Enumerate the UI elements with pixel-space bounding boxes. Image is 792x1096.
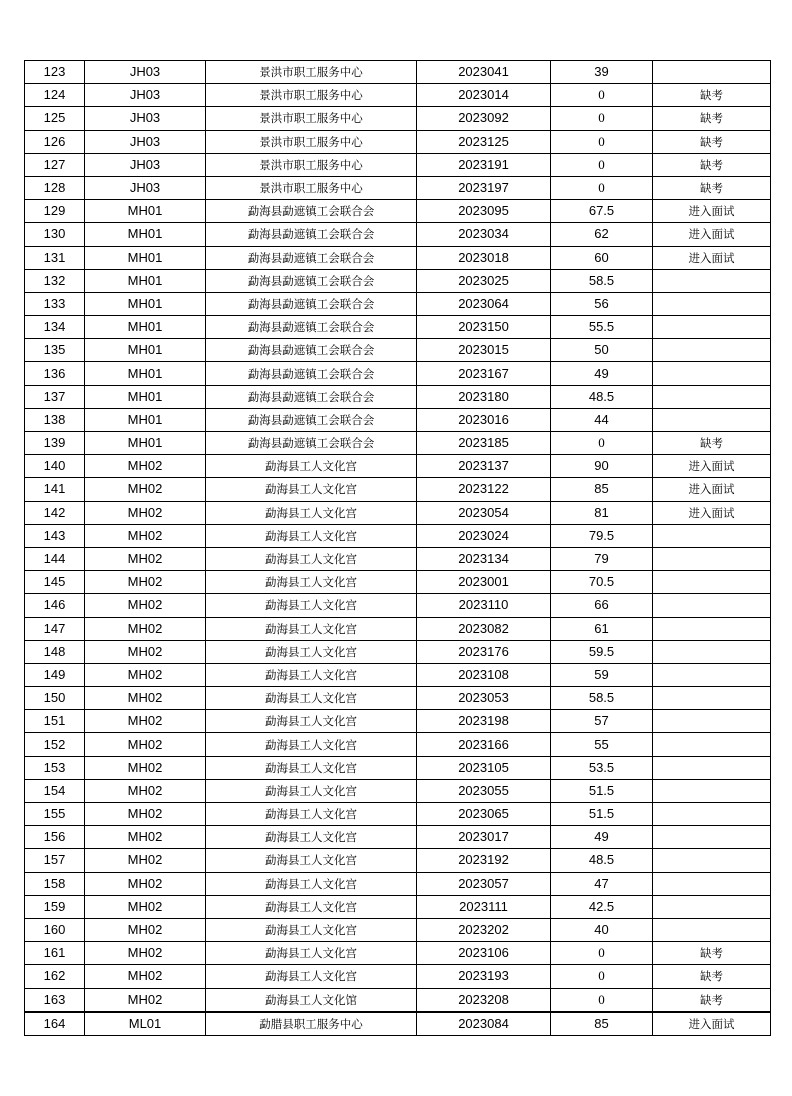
remark-cell xyxy=(653,663,771,686)
employer-cell: 勐海县工人文化宫 xyxy=(206,803,417,826)
row-number-cell: 128 xyxy=(25,176,85,199)
employer-cell: 勐海县勐遮镇工会联合会 xyxy=(206,200,417,223)
employer-cell: 勐海县工人文化宫 xyxy=(206,640,417,663)
score-cell: 40 xyxy=(551,918,653,941)
row-number-cell: 132 xyxy=(25,269,85,292)
row-number-cell: 125 xyxy=(25,107,85,130)
table-row xyxy=(25,362,771,385)
employer-cell: 勐海县勐遮镇工会联合会 xyxy=(206,362,417,385)
exam-id-cell: 2023108 xyxy=(417,663,551,686)
score-cell: 81 xyxy=(551,501,653,524)
remark-cell: 缺考 xyxy=(653,432,771,455)
exam-id-cell: 2023193 xyxy=(417,965,551,988)
row-number-cell: 134 xyxy=(25,316,85,339)
employer-cell: 勐海县工人文化宫 xyxy=(206,663,417,686)
position-code-cell: MH01 xyxy=(85,246,206,269)
table-row xyxy=(25,988,771,1012)
exam-id-cell: 2023176 xyxy=(417,640,551,663)
score-cell: 58.5 xyxy=(551,687,653,710)
table-row xyxy=(25,895,771,918)
remark-cell: 进入面试 xyxy=(653,200,771,223)
employer-cell: 景洪市职工服务中心 xyxy=(206,130,417,153)
score-cell: 48.5 xyxy=(551,849,653,872)
table-row xyxy=(25,501,771,524)
exam-id-cell: 2023111 xyxy=(417,895,551,918)
score-cell: 0 xyxy=(551,176,653,199)
row-number-cell: 145 xyxy=(25,571,85,594)
position-code-cell: MH01 xyxy=(85,432,206,455)
employer-cell: 勐海县勐遮镇工会联合会 xyxy=(206,269,417,292)
table-row xyxy=(25,107,771,130)
exam-id-cell: 2023106 xyxy=(417,942,551,965)
row-number-cell: 154 xyxy=(25,779,85,802)
remark-cell xyxy=(653,524,771,547)
exam-id-cell: 2023084 xyxy=(417,1012,551,1036)
row-number-cell: 141 xyxy=(25,478,85,501)
score-cell: 59.5 xyxy=(551,640,653,663)
exam-id-cell: 2023191 xyxy=(417,153,551,176)
score-cell: 59 xyxy=(551,663,653,686)
table-row xyxy=(25,571,771,594)
position-code-cell: JH03 xyxy=(85,153,206,176)
position-code-cell: MH01 xyxy=(85,292,206,315)
remark-cell xyxy=(653,872,771,895)
position-code-cell: MH02 xyxy=(85,663,206,686)
position-code-cell: MH02 xyxy=(85,524,206,547)
table-row xyxy=(25,1012,771,1036)
exam-id-cell: 2023137 xyxy=(417,455,551,478)
exam-id-cell: 2023016 xyxy=(417,408,551,431)
table-row xyxy=(25,710,771,733)
table-row xyxy=(25,640,771,663)
remark-cell: 进入面试 xyxy=(653,455,771,478)
position-code-cell: MH02 xyxy=(85,803,206,826)
position-code-cell: MH01 xyxy=(85,269,206,292)
remark-cell: 缺考 xyxy=(653,130,771,153)
exam-id-cell: 2023192 xyxy=(417,849,551,872)
score-cell: 51.5 xyxy=(551,779,653,802)
row-number-cell: 138 xyxy=(25,408,85,431)
remark-cell: 缺考 xyxy=(653,965,771,988)
table-row xyxy=(25,756,771,779)
remark-cell: 缺考 xyxy=(653,988,771,1012)
employer-cell: 勐海县勐遮镇工会联合会 xyxy=(206,246,417,269)
exam-id-cell: 2023018 xyxy=(417,246,551,269)
remark-cell: 进入面试 xyxy=(653,246,771,269)
exam-id-cell: 2023064 xyxy=(417,292,551,315)
score-cell: 47 xyxy=(551,872,653,895)
position-code-cell: MH01 xyxy=(85,385,206,408)
position-code-cell: MH01 xyxy=(85,316,206,339)
score-cell: 79 xyxy=(551,547,653,570)
row-number-cell: 144 xyxy=(25,547,85,570)
row-number-cell: 162 xyxy=(25,965,85,988)
score-cell: 56 xyxy=(551,292,653,315)
exam-id-cell: 2023015 xyxy=(417,339,551,362)
exam-id-cell: 2023167 xyxy=(417,362,551,385)
employer-cell: 勐海县勐遮镇工会联合会 xyxy=(206,408,417,431)
remark-cell xyxy=(653,895,771,918)
exam-id-cell: 2023122 xyxy=(417,478,551,501)
score-cell: 39 xyxy=(551,61,653,84)
position-code-cell: MH02 xyxy=(85,918,206,941)
remark-cell xyxy=(653,339,771,362)
row-number-cell: 140 xyxy=(25,455,85,478)
score-cell: 49 xyxy=(551,826,653,849)
score-cell: 90 xyxy=(551,455,653,478)
row-number-cell: 146 xyxy=(25,594,85,617)
remark-cell xyxy=(653,826,771,849)
table-row xyxy=(25,617,771,640)
employer-cell: 勐海县工人文化宫 xyxy=(206,918,417,941)
remark-cell xyxy=(653,571,771,594)
score-cell: 55 xyxy=(551,733,653,756)
exam-id-cell: 2023017 xyxy=(417,826,551,849)
employer-cell: 勐腊县职工服务中心 xyxy=(206,1012,417,1036)
exam-id-cell: 2023150 xyxy=(417,316,551,339)
employer-cell: 勐海县工人文化宫 xyxy=(206,478,417,501)
remark-cell xyxy=(653,733,771,756)
position-code-cell: JH03 xyxy=(85,61,206,84)
exam-id-cell: 2023054 xyxy=(417,501,551,524)
row-number-cell: 131 xyxy=(25,246,85,269)
employer-cell: 勐海县工人文化宫 xyxy=(206,594,417,617)
table-row xyxy=(25,292,771,315)
row-number-cell: 136 xyxy=(25,362,85,385)
row-number-cell: 133 xyxy=(25,292,85,315)
table-row xyxy=(25,826,771,849)
score-cell: 66 xyxy=(551,594,653,617)
exam-id-cell: 2023055 xyxy=(417,779,551,802)
employer-cell: 勐海县工人文化宫 xyxy=(206,849,417,872)
position-code-cell: JH03 xyxy=(85,176,206,199)
table-row xyxy=(25,269,771,292)
position-code-cell: MH01 xyxy=(85,223,206,246)
row-number-cell: 150 xyxy=(25,687,85,710)
score-cell: 51.5 xyxy=(551,803,653,826)
position-code-cell: MH01 xyxy=(85,200,206,223)
position-code-cell: MH02 xyxy=(85,710,206,733)
table-row xyxy=(25,872,771,895)
score-cell: 62 xyxy=(551,223,653,246)
employer-cell: 勐海县工人文化宫 xyxy=(206,571,417,594)
remark-cell xyxy=(653,408,771,431)
remark-cell xyxy=(653,617,771,640)
employer-cell: 勐海县工人文化馆 xyxy=(206,988,417,1012)
table-row xyxy=(25,779,771,802)
row-number-cell: 130 xyxy=(25,223,85,246)
position-code-cell: MH02 xyxy=(85,895,206,918)
employer-cell: 勐海县工人文化宫 xyxy=(206,872,417,895)
position-code-cell: JH03 xyxy=(85,107,206,130)
row-number-cell: 129 xyxy=(25,200,85,223)
score-cell: 48.5 xyxy=(551,385,653,408)
remark-cell: 缺考 xyxy=(653,84,771,107)
score-cell: 0 xyxy=(551,107,653,130)
table-row xyxy=(25,408,771,431)
employer-cell: 勐海县工人文化宫 xyxy=(206,965,417,988)
row-number-cell: 159 xyxy=(25,895,85,918)
employer-cell: 勐海县工人文化宫 xyxy=(206,524,417,547)
score-cell: 44 xyxy=(551,408,653,431)
exam-id-cell: 2023198 xyxy=(417,710,551,733)
position-code-cell: MH02 xyxy=(85,501,206,524)
table-row xyxy=(25,246,771,269)
employer-cell: 勐海县勐遮镇工会联合会 xyxy=(206,385,417,408)
score-cell: 85 xyxy=(551,1012,653,1036)
remark-cell xyxy=(653,710,771,733)
remark-cell: 进入面试 xyxy=(653,501,771,524)
exam-id-cell: 2023014 xyxy=(417,84,551,107)
position-code-cell: MH02 xyxy=(85,779,206,802)
exam-id-cell: 2023125 xyxy=(417,130,551,153)
exam-id-cell: 2023197 xyxy=(417,176,551,199)
remark-cell: 缺考 xyxy=(653,176,771,199)
results-table-body xyxy=(25,61,771,1036)
employer-cell: 勐海县勐遮镇工会联合会 xyxy=(206,292,417,315)
position-code-cell: MH01 xyxy=(85,362,206,385)
position-code-cell: MH02 xyxy=(85,478,206,501)
row-number-cell: 142 xyxy=(25,501,85,524)
remark-cell xyxy=(653,385,771,408)
employer-cell: 勐海县工人文化宫 xyxy=(206,501,417,524)
remark-cell xyxy=(653,803,771,826)
row-number-cell: 151 xyxy=(25,710,85,733)
score-cell: 0 xyxy=(551,84,653,107)
exam-id-cell: 2023053 xyxy=(417,687,551,710)
exam-id-cell: 2023208 xyxy=(417,988,551,1012)
table-row xyxy=(25,687,771,710)
exam-id-cell: 2023095 xyxy=(417,200,551,223)
position-code-cell: MH02 xyxy=(85,965,206,988)
row-number-cell: 155 xyxy=(25,803,85,826)
table-row xyxy=(25,733,771,756)
remark-cell xyxy=(653,316,771,339)
table-row xyxy=(25,663,771,686)
table-row xyxy=(25,176,771,199)
position-code-cell: MH02 xyxy=(85,640,206,663)
position-code-cell: MH02 xyxy=(85,571,206,594)
row-number-cell: 163 xyxy=(25,988,85,1012)
position-code-cell: MH02 xyxy=(85,872,206,895)
position-code-cell: MH01 xyxy=(85,339,206,362)
table-row xyxy=(25,130,771,153)
table-row xyxy=(25,84,771,107)
remark-cell xyxy=(653,687,771,710)
row-number-cell: 139 xyxy=(25,432,85,455)
row-number-cell: 126 xyxy=(25,130,85,153)
table-row xyxy=(25,339,771,362)
employer-cell: 勐海县勐遮镇工会联合会 xyxy=(206,223,417,246)
remark-cell xyxy=(653,292,771,315)
table-row xyxy=(25,455,771,478)
table-row xyxy=(25,316,771,339)
position-code-cell: MH02 xyxy=(85,617,206,640)
position-code-cell: ML01 xyxy=(85,1012,206,1036)
row-number-cell: 135 xyxy=(25,339,85,362)
score-cell: 61 xyxy=(551,617,653,640)
position-code-cell: MH02 xyxy=(85,849,206,872)
exam-id-cell: 2023041 xyxy=(417,61,551,84)
exam-id-cell: 2023025 xyxy=(417,269,551,292)
position-code-cell: JH03 xyxy=(85,84,206,107)
table-row xyxy=(25,385,771,408)
score-cell: 79.5 xyxy=(551,524,653,547)
remark-cell xyxy=(653,61,771,84)
exam-id-cell: 2023024 xyxy=(417,524,551,547)
exam-id-cell: 2023110 xyxy=(417,594,551,617)
score-cell: 70.5 xyxy=(551,571,653,594)
employer-cell: 勐海县工人文化宫 xyxy=(206,733,417,756)
table-row xyxy=(25,965,771,988)
row-number-cell: 160 xyxy=(25,918,85,941)
remark-cell: 缺考 xyxy=(653,153,771,176)
position-code-cell: JH03 xyxy=(85,130,206,153)
row-number-cell: 123 xyxy=(25,61,85,84)
position-code-cell: MH02 xyxy=(85,756,206,779)
employer-cell: 勐海县工人文化宫 xyxy=(206,547,417,570)
remark-cell xyxy=(653,918,771,941)
position-code-cell: MH02 xyxy=(85,942,206,965)
employer-cell: 景洪市职工服务中心 xyxy=(206,84,417,107)
score-cell: 49 xyxy=(551,362,653,385)
remark-cell: 缺考 xyxy=(653,942,771,965)
score-cell: 53.5 xyxy=(551,756,653,779)
employer-cell: 勐海县工人文化宫 xyxy=(206,687,417,710)
exam-id-cell: 2023105 xyxy=(417,756,551,779)
score-cell: 42.5 xyxy=(551,895,653,918)
exam-id-cell: 2023180 xyxy=(417,385,551,408)
row-number-cell: 158 xyxy=(25,872,85,895)
row-number-cell: 147 xyxy=(25,617,85,640)
row-number-cell: 152 xyxy=(25,733,85,756)
exam-id-cell: 2023082 xyxy=(417,617,551,640)
remark-cell: 缺考 xyxy=(653,107,771,130)
score-cell: 58.5 xyxy=(551,269,653,292)
exam-id-cell: 2023001 xyxy=(417,571,551,594)
remark-cell: 进入面试 xyxy=(653,478,771,501)
row-number-cell: 127 xyxy=(25,153,85,176)
score-cell: 67.5 xyxy=(551,200,653,223)
employer-cell: 勐海县工人文化宫 xyxy=(206,756,417,779)
employer-cell: 景洪市职工服务中心 xyxy=(206,176,417,199)
employer-cell: 景洪市职工服务中心 xyxy=(206,107,417,130)
position-code-cell: MH02 xyxy=(85,455,206,478)
position-code-cell: MH02 xyxy=(85,547,206,570)
remark-cell xyxy=(653,362,771,385)
exam-id-cell: 2023134 xyxy=(417,547,551,570)
employer-cell: 勐海县勐遮镇工会联合会 xyxy=(206,316,417,339)
employer-cell: 勐海县工人文化宫 xyxy=(206,826,417,849)
table-row xyxy=(25,153,771,176)
position-code-cell: MH02 xyxy=(85,687,206,710)
employer-cell: 勐海县勐遮镇工会联合会 xyxy=(206,432,417,455)
score-cell: 0 xyxy=(551,942,653,965)
table-row xyxy=(25,918,771,941)
score-cell: 85 xyxy=(551,478,653,501)
row-number-cell: 157 xyxy=(25,849,85,872)
score-cell: 55.5 xyxy=(551,316,653,339)
score-cell: 0 xyxy=(551,153,653,176)
remark-cell: 进入面试 xyxy=(653,1012,771,1036)
employer-cell: 勐海县工人文化宫 xyxy=(206,779,417,802)
score-cell: 0 xyxy=(551,130,653,153)
table-row xyxy=(25,594,771,617)
table-row xyxy=(25,478,771,501)
exam-id-cell: 2023065 xyxy=(417,803,551,826)
table-row xyxy=(25,61,771,84)
score-cell: 0 xyxy=(551,988,653,1012)
remark-cell: 进入面试 xyxy=(653,223,771,246)
row-number-cell: 148 xyxy=(25,640,85,663)
row-number-cell: 137 xyxy=(25,385,85,408)
employer-cell: 勐海县工人文化宫 xyxy=(206,710,417,733)
score-cell: 60 xyxy=(551,246,653,269)
employer-cell: 勐海县工人文化宫 xyxy=(206,895,417,918)
row-number-cell: 156 xyxy=(25,826,85,849)
position-code-cell: MH02 xyxy=(85,988,206,1012)
table-row xyxy=(25,547,771,570)
row-number-cell: 161 xyxy=(25,942,85,965)
table-row xyxy=(25,803,771,826)
score-cell: 57 xyxy=(551,710,653,733)
exam-id-cell: 2023057 xyxy=(417,872,551,895)
exam-id-cell: 2023166 xyxy=(417,733,551,756)
row-number-cell: 143 xyxy=(25,524,85,547)
employer-cell: 勐海县工人文化宫 xyxy=(206,455,417,478)
exam-id-cell: 2023092 xyxy=(417,107,551,130)
row-number-cell: 153 xyxy=(25,756,85,779)
position-code-cell: MH01 xyxy=(85,408,206,431)
exam-id-cell: 2023034 xyxy=(417,223,551,246)
score-cell: 50 xyxy=(551,339,653,362)
table-row xyxy=(25,942,771,965)
remark-cell xyxy=(653,756,771,779)
row-number-cell: 164 xyxy=(25,1012,85,1036)
remark-cell xyxy=(653,269,771,292)
position-code-cell: MH02 xyxy=(85,594,206,617)
position-code-cell: MH02 xyxy=(85,733,206,756)
employer-cell: 勐海县工人文化宫 xyxy=(206,617,417,640)
employer-cell: 景洪市职工服务中心 xyxy=(206,153,417,176)
score-cell: 0 xyxy=(551,965,653,988)
table-row xyxy=(25,432,771,455)
table-row xyxy=(25,849,771,872)
row-number-cell: 149 xyxy=(25,663,85,686)
results-table xyxy=(24,60,771,1036)
table-row xyxy=(25,223,771,246)
employer-cell: 景洪市职工服务中心 xyxy=(206,61,417,84)
remark-cell xyxy=(653,849,771,872)
remark-cell xyxy=(653,594,771,617)
score-cell: 0 xyxy=(551,432,653,455)
employer-cell: 勐海县勐遮镇工会联合会 xyxy=(206,339,417,362)
table-row xyxy=(25,200,771,223)
remark-cell xyxy=(653,779,771,802)
remark-cell xyxy=(653,547,771,570)
table-row xyxy=(25,524,771,547)
exam-id-cell: 2023185 xyxy=(417,432,551,455)
exam-id-cell: 2023202 xyxy=(417,918,551,941)
position-code-cell: MH02 xyxy=(85,826,206,849)
row-number-cell: 124 xyxy=(25,84,85,107)
employer-cell: 勐海县工人文化宫 xyxy=(206,942,417,965)
remark-cell xyxy=(653,640,771,663)
